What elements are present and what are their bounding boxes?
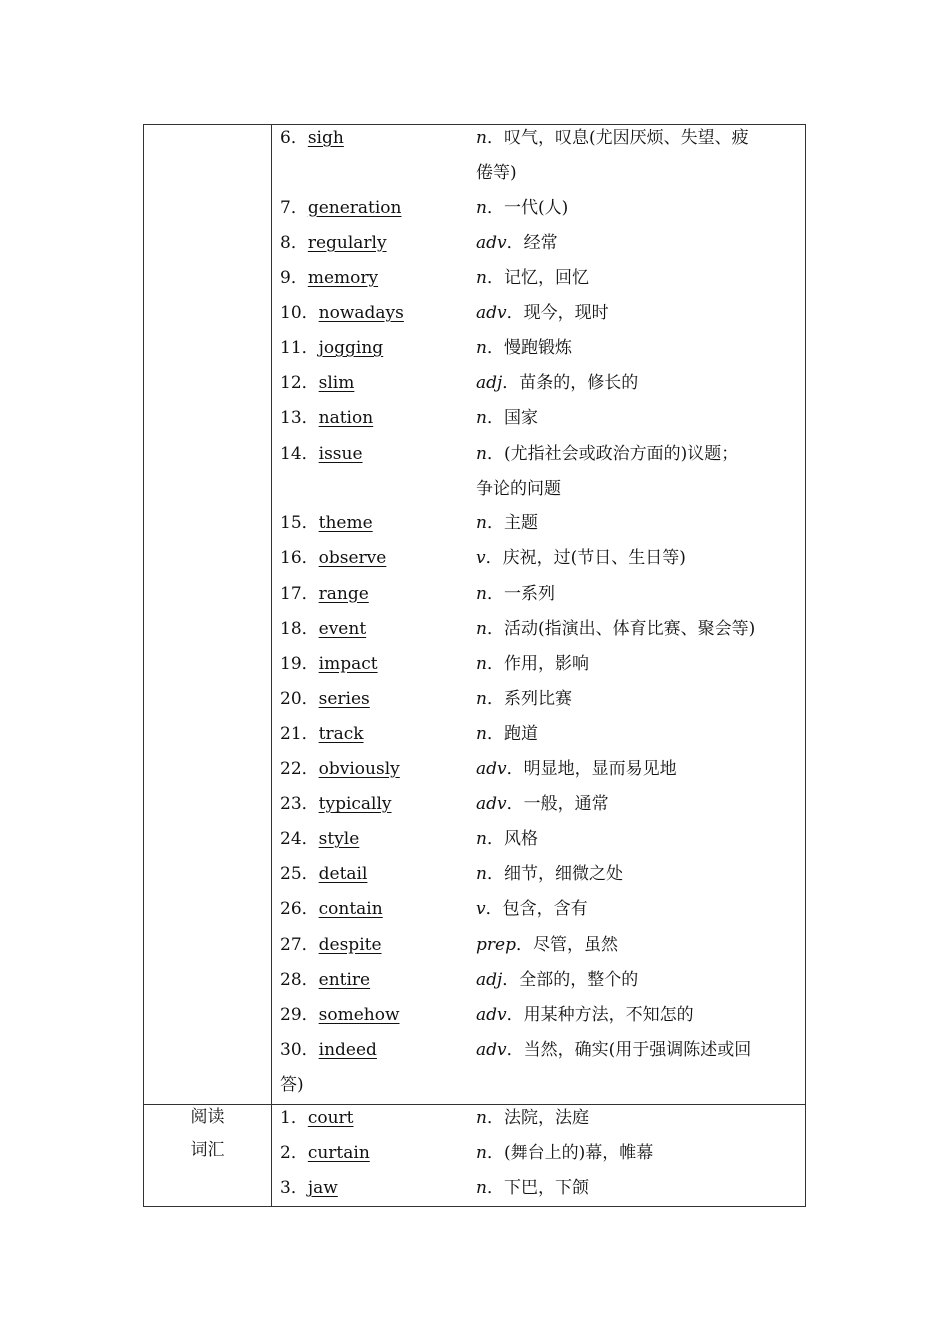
vocab-word: 1．court	[280, 1108, 354, 1128]
part-of-speech: adv	[476, 232, 507, 253]
part-of-speech: adv	[476, 794, 507, 815]
vocab-word-underlined: obviously	[318, 759, 400, 779]
vocab-word: 11．jogging	[280, 338, 384, 359]
vocab-word: 19．impact	[280, 653, 378, 674]
vocab-definition: n．一系列	[476, 583, 555, 604]
vocab-word-underlined: somehow	[318, 1004, 400, 1025]
vocab-word: 17．range	[280, 583, 369, 604]
vocab-definition: n．(舞台上的)幕，帷幕	[476, 1143, 654, 1164]
vocab-definition: v．庆祝，过(节日、生日等)	[476, 548, 686, 569]
vocab-word-underlined: jaw	[307, 1178, 338, 1199]
vocab-definition: n．法院，法庭	[476, 1108, 589, 1128]
part-of-speech: n	[476, 128, 487, 148]
vocab-definition: n．系列比赛	[476, 688, 572, 709]
vocab-word-underlined: nation	[318, 408, 374, 429]
vocab-word: 10．nowadays	[280, 303, 404, 324]
vocab-word: 20．series	[280, 688, 370, 709]
category-label	[144, 1101, 271, 1167]
part-of-speech: n	[476, 268, 487, 288]
part-of-speech: prep	[476, 934, 516, 955]
vocab-word: 15．theme	[280, 513, 373, 534]
vocab-word: 6．sigh	[280, 128, 344, 148]
vocab-definition: adv．明显地，显而易见地	[476, 759, 677, 779]
vocab-definition: prep．尽管，虽然	[476, 934, 618, 955]
vocab-definition: n．主题	[476, 513, 538, 534]
part-of-speech: n	[476, 583, 487, 604]
part-of-speech: n	[476, 864, 487, 885]
vocab-definition-wrap: 答)	[280, 1074, 304, 1095]
vocab-word: 30．indeed	[280, 1039, 377, 1060]
part-of-speech: v	[476, 899, 486, 920]
vocab-word: 24．style	[280, 829, 360, 850]
vocab-word: 12．slim	[280, 373, 355, 394]
vocab-definition: n．记忆，回忆	[476, 268, 589, 288]
vocab-definition: n．下巴，下颌	[476, 1178, 589, 1199]
vocab-definition: adv．经常	[476, 232, 558, 253]
vocab-word: 18．event	[280, 618, 367, 639]
vocab-word: 28．entire	[280, 969, 371, 990]
vocab-word-underlined: track	[318, 723, 364, 744]
vocab-word: 7．generation	[280, 197, 402, 218]
part-of-speech: adv	[476, 1039, 507, 1060]
vocab-word-underlined: event	[318, 618, 367, 639]
vocab-word-underlined: nowadays	[318, 303, 404, 324]
vocab-word: 21．track	[280, 723, 364, 744]
vocab-definition: adv．当然，确实(用于强调陈述或回	[476, 1039, 752, 1060]
vocab-definition: adv．用某种方法，不知怎的	[476, 1004, 694, 1025]
vocab-word-underlined: memory	[307, 268, 379, 288]
vocab-word-underlined: jogging	[318, 338, 384, 359]
vocab-word-underlined: indeed	[318, 1039, 377, 1060]
part-of-speech: adv	[476, 1004, 507, 1025]
part-of-speech: adj	[476, 373, 503, 394]
part-of-speech: v	[476, 548, 486, 569]
vocab-definition: adj．全部的，整个的	[476, 969, 639, 990]
vocab-word: 23．typically	[280, 794, 392, 815]
vocab-word: 29．somehow	[280, 1004, 400, 1025]
vocab-word-underlined: generation	[307, 197, 402, 218]
part-of-speech: n	[476, 723, 487, 744]
part-of-speech: n	[476, 338, 487, 359]
part-of-speech: n	[476, 408, 487, 429]
vocab-word: 22．obviously	[280, 759, 400, 779]
vocab-word-underlined: detail	[318, 864, 368, 885]
vocab-word-underlined: regularly	[307, 232, 387, 253]
vocab-definition: n．风格	[476, 829, 538, 850]
vocab-word-underlined: style	[318, 829, 360, 850]
vocab-word: 16．observe	[280, 548, 387, 569]
vocab-definition: adv．一般，通常	[476, 794, 609, 815]
part-of-speech: adj	[476, 969, 503, 990]
vocab-definition: n．作用，影响	[476, 653, 589, 674]
vocab-definition: n．(尤指社会或政治方面的)议题；	[476, 443, 739, 464]
vocab-word-underlined: series	[318, 688, 370, 709]
category-line-1: 阅读	[190, 1107, 225, 1127]
vocab-word: 25．detail	[280, 864, 368, 885]
part-of-speech: n	[476, 1108, 487, 1128]
vocab-definition: n．一代(人)	[476, 197, 569, 218]
category-line-2: 词汇	[190, 1140, 225, 1160]
part-of-speech: n	[476, 653, 487, 674]
vocab-word: 2．curtain	[280, 1143, 370, 1164]
vocab-word-underlined: impact	[318, 653, 378, 674]
vocab-word-underlined: slim	[318, 373, 355, 394]
vocab-word-underlined: observe	[318, 548, 387, 569]
vocab-word-underlined: range	[318, 583, 369, 604]
vocab-definition: adv．现今，现时	[476, 303, 609, 324]
part-of-speech: n	[476, 1143, 487, 1164]
vocab-definition: v．包含，含有	[476, 899, 588, 920]
vocab-word-underlined: theme	[318, 513, 373, 534]
vocab-definition: adj．苗条的，修长的	[476, 373, 639, 394]
vocab-word-underlined: court	[307, 1108, 354, 1128]
part-of-speech: n	[476, 197, 487, 218]
vocab-word: 9．memory	[280, 268, 379, 288]
vocab-word: 14．issue	[280, 443, 363, 464]
part-of-speech: n	[476, 1178, 487, 1199]
vocab-word-underlined: sigh	[307, 128, 344, 148]
part-of-speech: n	[476, 513, 487, 534]
part-of-speech: n	[476, 688, 487, 709]
vocab-word-underlined: contain	[318, 899, 383, 920]
part-of-speech: n	[476, 618, 487, 639]
part-of-speech: n	[476, 443, 487, 464]
column-divider	[271, 125, 272, 1206]
vocab-word: 27．despite	[280, 934, 382, 955]
vocabulary-table	[143, 124, 806, 1207]
vocab-word: 26．contain	[280, 899, 383, 920]
part-of-speech: adv	[476, 759, 507, 779]
vocab-word-underlined: curtain	[307, 1143, 370, 1164]
vocab-definition: n．活动(指演出、体育比赛、聚会等)	[476, 618, 756, 639]
vocab-word-underlined: entire	[318, 969, 371, 990]
vocab-definition: n．慢跑锻炼	[476, 338, 572, 359]
part-of-speech: n	[476, 829, 487, 850]
vocab-word: 8．regularly	[280, 232, 387, 253]
vocab-word-underlined: issue	[318, 443, 363, 464]
vocab-definition: n．细节，细微之处	[476, 864, 623, 885]
vocab-definition: n．叹气，叹息(尤因厌烦、失望、疲	[476, 128, 749, 148]
vocab-word: 3．jaw	[280, 1178, 338, 1199]
vocab-definition: n．跑道	[476, 723, 538, 744]
vocab-word-underlined: typically	[318, 794, 392, 815]
vocab-word: 13．nation	[280, 408, 374, 429]
vocab-definition-cont: 倦等)	[476, 163, 517, 183]
vocab-definition-cont: 争论的问题	[476, 478, 561, 499]
vocab-definition: n．国家	[476, 408, 538, 429]
vocab-word-underlined: despite	[318, 934, 382, 955]
part-of-speech: adv	[476, 303, 507, 324]
